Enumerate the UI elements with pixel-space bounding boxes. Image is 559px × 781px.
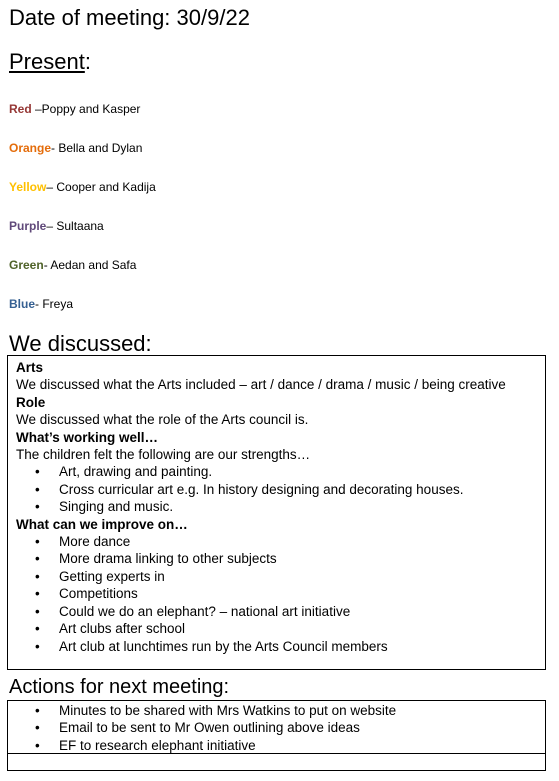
list-item: • More dance [16,533,537,550]
team-orange [9,141,142,155]
list-item: • More drama linking to other subjects [16,550,537,567]
list-item: • Singing and music. [16,498,537,515]
discussion-box [7,355,546,670]
page-title: Date of meeting: 30/9/22 [9,5,250,30]
team-red [9,102,140,116]
team-color-label: Purple [9,219,47,233]
team-blue [9,297,73,311]
working-heading: What’s working well… [16,429,159,445]
arts-heading: Arts [16,360,44,375]
team-color-label: Blue [9,297,36,311]
team-color-label: Yellow [9,180,47,194]
team-yellow [9,180,156,194]
actions-list [16,702,537,754]
team-color-label: Green [9,258,44,272]
team-members: - Freya [35,297,74,311]
list-item: • Could we do an elephant? – national art initiative [16,603,537,620]
list-item: • Minutes to be shared with Mrs Watkins to put on website [16,702,537,719]
list-item: • Competitions [16,585,537,602]
list-item: • Art clubs after school [16,620,537,637]
present-colon: : [84,49,91,74]
list-item: • Getting experts in [16,568,537,585]
strengths-list [16,463,537,515]
empty-table-row [7,753,546,771]
arts-text: We discussed what the Arts included – art / dance / drama / music / being creative [16,377,506,393]
team-color-label: Red [9,102,32,116]
team-members: – Sultaana [46,219,104,233]
discussed-heading: We discussed: [9,331,152,356]
team-color-label: Orange [9,141,52,155]
role-text: We discussed what the role of the Arts council is. [16,412,309,428]
list-item: • Art club at lunchtimes run by the Arts Council members [16,638,537,655]
team-green [9,258,136,272]
team-members: - Bella and Dylan [51,141,143,155]
role-heading: Role [16,394,46,410]
list-item: • EF to research elephant initiative [16,737,537,754]
team-members: –Poppy and Kasper [31,102,141,116]
improvements-list [16,533,537,655]
list-item: • Cross curricular art e.g. In history designing and decorating houses. [16,481,537,498]
team-members: – Cooper and Kadija [46,180,156,194]
team-members: - Aedan and Safa [43,258,137,272]
list-item: • Email to be sent to Mr Owen outlining above ideas [16,719,537,736]
actions-box [7,700,546,754]
working-intro: The children felt the following are our strengths… [16,447,311,463]
present-heading [9,49,91,75]
improve-heading: What can we improve on… [16,516,188,532]
team-purple [9,219,104,233]
present-label: Present [9,49,85,74]
list-item: • Art, drawing and painting. [16,463,537,480]
actions-heading: Actions for next meeting: [9,676,230,698]
